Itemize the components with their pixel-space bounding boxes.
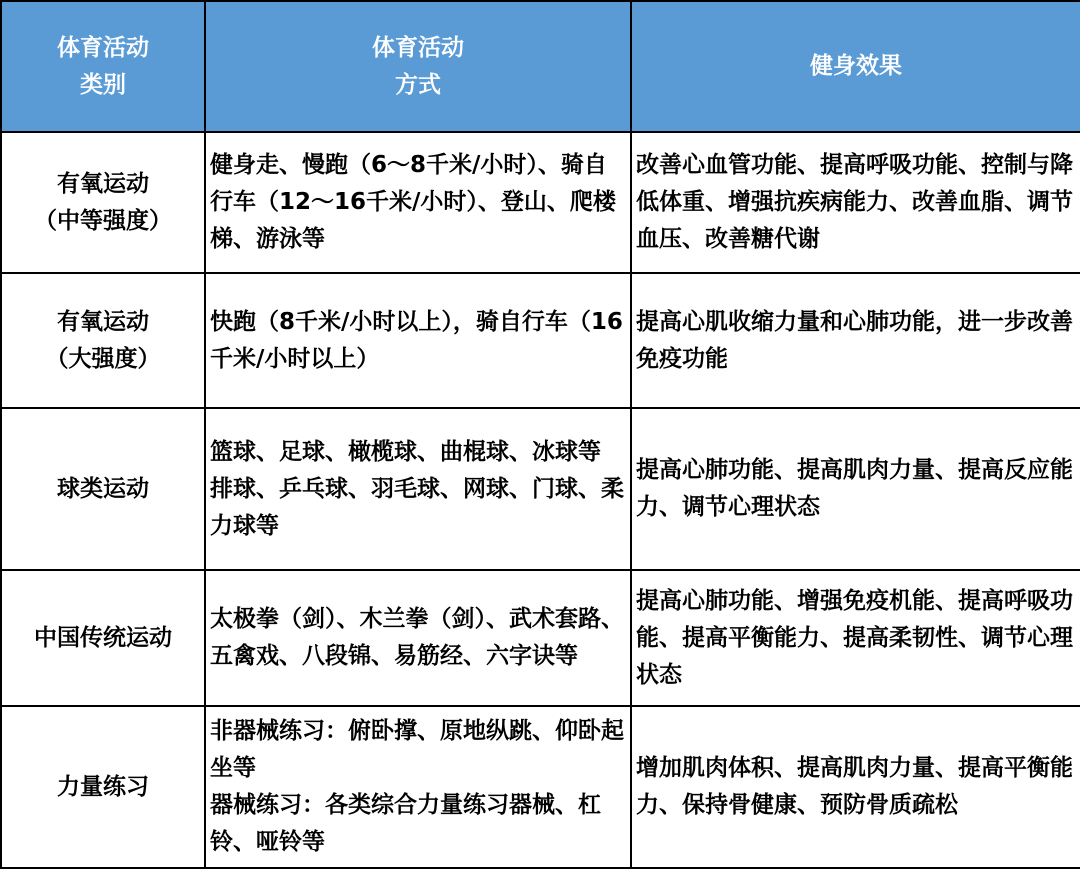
category-cell [1,570,205,706]
table-row [1,706,1080,868]
header-category [1,1,205,132]
category-line: 球类运动 [57,475,149,502]
method-cell [205,570,631,706]
method-text: 太极拳（剑）、木兰拳（剑）、武术套路、五禽戏、八段锦、易筋经、六字诀等 [210,606,624,669]
effect-text: 改善心血管功能、提高呼吸功能、控制与降低体重、增强抗疾病能力、改善血脂、调节血压、改善糖代谢 [636,152,1073,252]
category-line: 有氧运动 [57,170,149,197]
table-row [1,132,1080,273]
header-method-line-1: 体育活动 [372,34,464,61]
header-category-line-1: 体育活动 [57,34,149,61]
category-cell [1,706,205,868]
table-row [1,408,1080,570]
effect-cell [631,408,1080,570]
method-text: 器械练习：各类综合力量练习器械、杠铃、哑铃等 [210,792,601,855]
effect-cell [631,706,1080,868]
method-text: 非器械练习：俯卧撑、原地纵跳、仰卧起坐等 [210,718,624,781]
effect-text: 提高心肺功能、增强免疫机能、提高呼吸功能、提高平衡能力、提高柔韧性、调节心理状态 [636,587,1073,688]
category-cell [1,132,205,273]
method-text: 健身走、慢跑（6～8千米/小时）、骑自行车（12～16千米/小时）、登山、爬楼梯、游泳等 [210,152,616,252]
table-row [1,570,1080,706]
effect-cell [631,273,1080,408]
category-line: （中等强度） [34,207,172,234]
category-line: 中国传统运动 [34,624,172,651]
effect-text: 提高心肺功能、提高肌肉力量、提高反应能力、调节心理状态 [636,457,1073,520]
header-effect [631,1,1080,132]
category-cell [1,408,205,570]
method-text: 篮球、足球、橄榄球、曲棍球、冰球等 [210,438,601,465]
header-row [1,1,1080,132]
method-text: 排球、乒乓球、羽毛球、网球、门球、柔力球等 [210,475,624,539]
method-cell [205,706,631,868]
table-row [1,273,1080,408]
effect-cell [631,570,1080,706]
header-method [205,1,631,132]
method-text: 快跑（8千米/小时以上），骑自行车（16千米/小时以上） [210,308,623,372]
category-cell [1,273,205,408]
category-line: 力量练习 [57,773,149,800]
method-cell [205,132,631,273]
header-effect-label: 健身效果 [810,53,902,79]
header-category-line-2: 类别 [80,71,126,98]
method-cell [205,408,631,570]
effect-text: 提高心肌收缩力量和心肺功能，进一步改善免疫功能 [636,308,1073,372]
effect-text: 增加肌肉体积、提高肌肉力量、提高平衡能力、保持骨健康、预防骨质疏松 [636,755,1073,818]
header-method-line-2: 方式 [395,71,441,98]
effect-cell [631,132,1080,273]
category-line: 有氧运动 [57,308,149,335]
category-line: （大强度） [45,345,161,372]
method-cell [205,273,631,408]
